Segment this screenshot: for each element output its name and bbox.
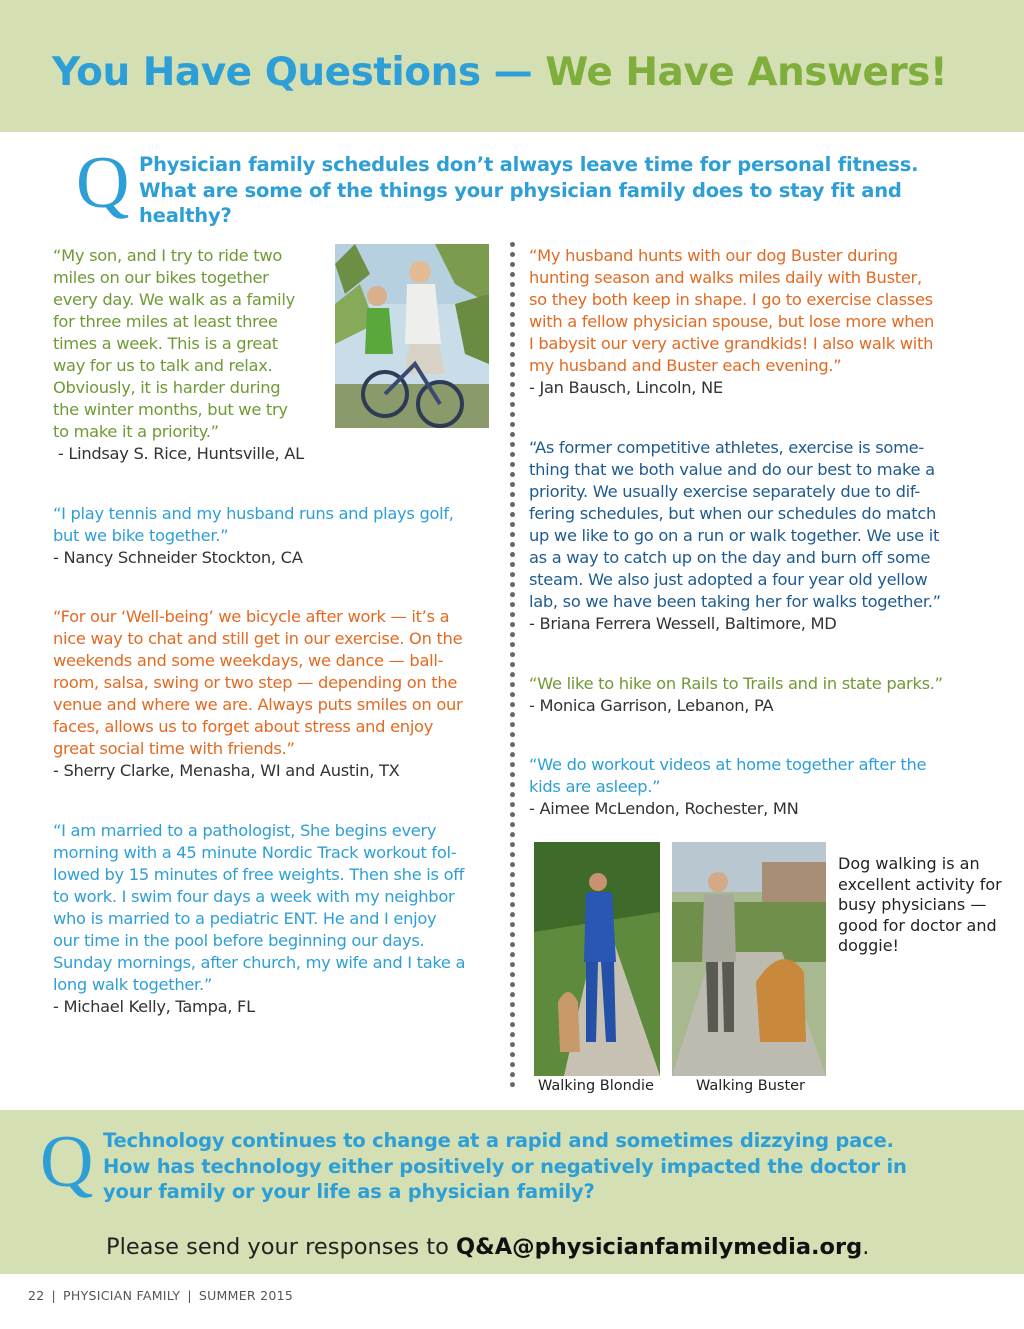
bottom-question-band [0, 1110, 1024, 1274]
quote-kelly [53, 820, 503, 1018]
column-divider [510, 242, 515, 1088]
page-footer [28, 1288, 293, 1303]
quote-mclendon-attribution: - Aimee McLendon, Rochester, MN [529, 799, 799, 818]
send-responses [106, 1234, 869, 1260]
title-part-answers: We Have Answers! [545, 50, 948, 95]
footer-separator: | [187, 1288, 192, 1303]
quote-wessell [529, 437, 989, 635]
header-band [0, 0, 1024, 132]
page-title [52, 50, 947, 95]
walking-buster-photo [672, 842, 826, 1076]
question-2-letter: Q [40, 1121, 94, 1203]
quote-garrison-attribution: - Monica Garrison, Lebanon, PA [529, 696, 774, 715]
quote-clarke [53, 606, 503, 782]
quote-rice-body: “My son, and I try to ride two miles on our bikes together every day. We walk as a family for three miles at least three times a week. This is a great way for us to talk and relax. Obviously, it is harder during the winter months, but we try to make it a priority.” [53, 246, 295, 441]
quote-kelly-body: “I am married to a pathologist, She begins every morning with a 45 minute Nordic Track workout fol- lowed by 15 minutes of free weights. Then she is off to work. I swim four days a week with my neighbor who is married to a pediatric ENT. He and I enjoy our time in the pool before beginning our days. Sunday mornings, after church, my wife and I take a long walk together.” [53, 821, 466, 994]
question-1-text: Physician family schedules don’t always leave time for personal fitness. What are some of the things your physician family does to stay fit and healthy? [139, 153, 919, 227]
send-prefix: Please send your responses to [106, 1234, 456, 1260]
walking-blondie-photo [534, 842, 660, 1076]
quote-schneider-attribution: - Nancy Schneider Stockton, CA [53, 548, 303, 567]
footer-separator: | [51, 1288, 57, 1303]
quote-garrison [529, 673, 999, 717]
question-1-letter: Q [76, 142, 130, 224]
quote-wessell-attribution: - Briana Ferrera Wessell, Baltimore, MD [529, 614, 837, 633]
quote-rice-attribution: - Lindsay S. Rice, Huntsville, AL [53, 444, 304, 463]
quote-rice [53, 245, 333, 465]
send-suffix: . [862, 1234, 870, 1260]
dog-walking-caption: Dog walking is an excellent activity for busy physicians — good for doctor and doggie! [838, 854, 1002, 955]
title-part-questions: You Have Questions — [52, 50, 533, 95]
quote-mclendon [529, 754, 989, 820]
quote-clarke-body: “For our ‘Well-being’ we bicycle after work — it’s a nice way to chat and still get in our exercise. On the weekends and some weekdays, we dance — ball- room, salsa, swing or two step — depending on the venue and where we are. Always puts smiles on our faces, allows us to forget about stress and enjoy great social time with friends.” [53, 607, 463, 758]
page-number: 22 [28, 1288, 45, 1303]
bike-photo [335, 244, 489, 428]
quote-mclendon-body: “We do workout videos at home together after the kids are asleep.” [529, 755, 927, 796]
question-2-text: Technology continues to change at a rapid and sometimes dizzying pace. How has technology either positively or negatively impacted the doctor in your family or your life as a physician family? [103, 1129, 907, 1203]
publication-name: PHYSICIAN FAMILY [63, 1288, 181, 1303]
quote-clarke-attribution: - Sherry Clarke, Menasha, WI and Austin, TX [53, 761, 400, 780]
issue-name: SUMMER 2015 [198, 1288, 294, 1303]
quote-bausch-attribution: - Jan Bausch, Lincoln, NE [529, 378, 723, 397]
quote-schneider [53, 503, 493, 569]
quote-bausch [529, 245, 989, 399]
caption-walking-blondie: Walking Blondie [538, 1078, 654, 1094]
quote-kelly-attribution: - Michael Kelly, Tampa, FL [53, 997, 255, 1016]
quote-wessell-body: “As former competitive athletes, exercise is some- thing that we both value and do our best to make a priority. We usually exercise separately due to dif- fering schedules, but when our schedules do match up we like to go on a run or walk together. We use it as a way to catch up on the day and burn off some steam. We also just adopted a four year old yellow lab, so we have been taking her for walks together.” [529, 438, 941, 611]
email-link[interactable]: Q&A@physicianfamilymedia.org [455, 1234, 863, 1260]
quote-garrison-body: “We like to hike on Rails to Trails and in state parks.” [529, 674, 943, 693]
quote-bausch-body: “My husband hunts with our dog Buster during hunting season and walks miles daily with Buster, so they both keep in shape. I go to exercise classes with a fellow physician spouse, but lose more when I babysit our very active grandkids! I also walk with my husband and Buster each evening.” [529, 246, 934, 375]
quote-schneider-body: “I play tennis and my husband runs and plays golf, but we bike together.” [53, 504, 454, 545]
caption-walking-buster: Walking Buster [696, 1078, 806, 1094]
